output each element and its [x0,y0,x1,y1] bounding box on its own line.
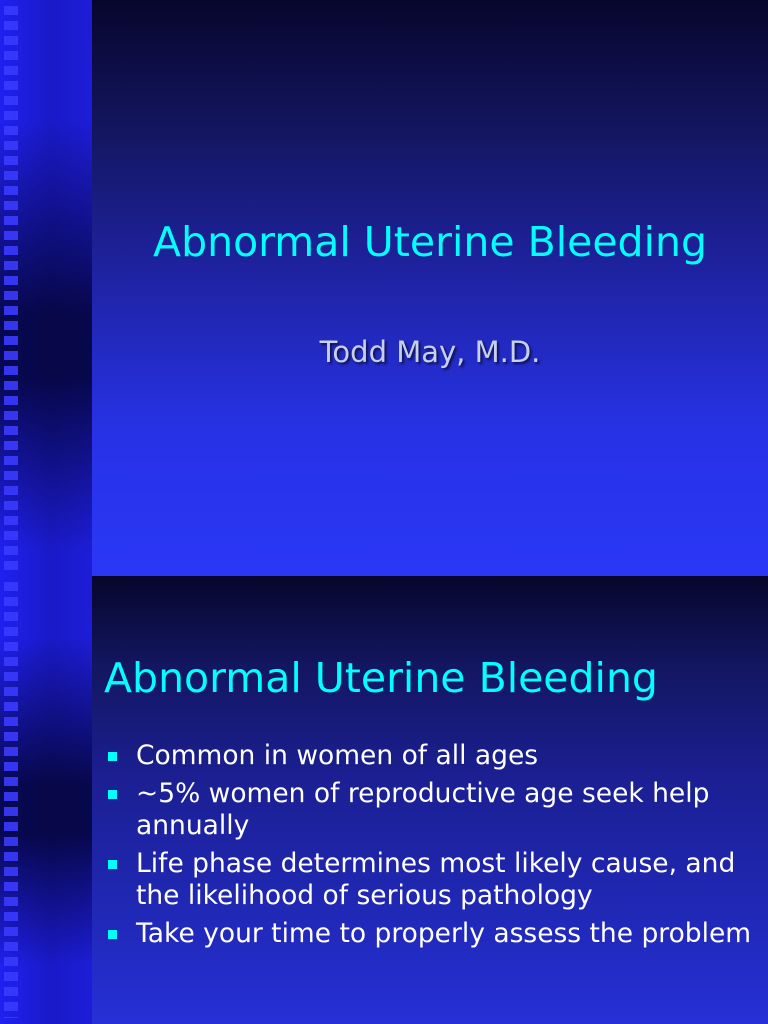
decorative-squares [4,582,18,1018]
bullet-text: Life phase determines most likely cause, and the likelihood of serious pathology [136,848,736,911]
bullet-text: ~5% women of reproductive age seek help annually [136,778,710,841]
bullet-item [104,740,754,772]
bullet-item [104,848,754,912]
square-bullet-icon [108,930,117,939]
slide-heading: Abnormal Uterine Bleeding [104,654,658,702]
slide-overview [0,576,768,1024]
decorative-strip [0,576,92,1024]
square-bullet-icon [108,752,117,761]
slide-subtitle-author: Todd May, M.D. [319,335,541,369]
decorative-strip [0,0,92,576]
decorative-squares [4,6,18,570]
slide-title-text: Abnormal Uterine Bleeding [153,218,707,266]
bullet-text: Take your time to properly assess the problem [136,918,752,949]
square-bullet-icon [108,860,117,869]
bullet-text: Common in women of all ages [136,740,539,771]
slide-background [92,0,768,576]
square-bullet-icon [108,790,117,799]
bullet-item [104,918,754,950]
bullet-list [104,740,754,956]
bullet-item [104,778,754,842]
